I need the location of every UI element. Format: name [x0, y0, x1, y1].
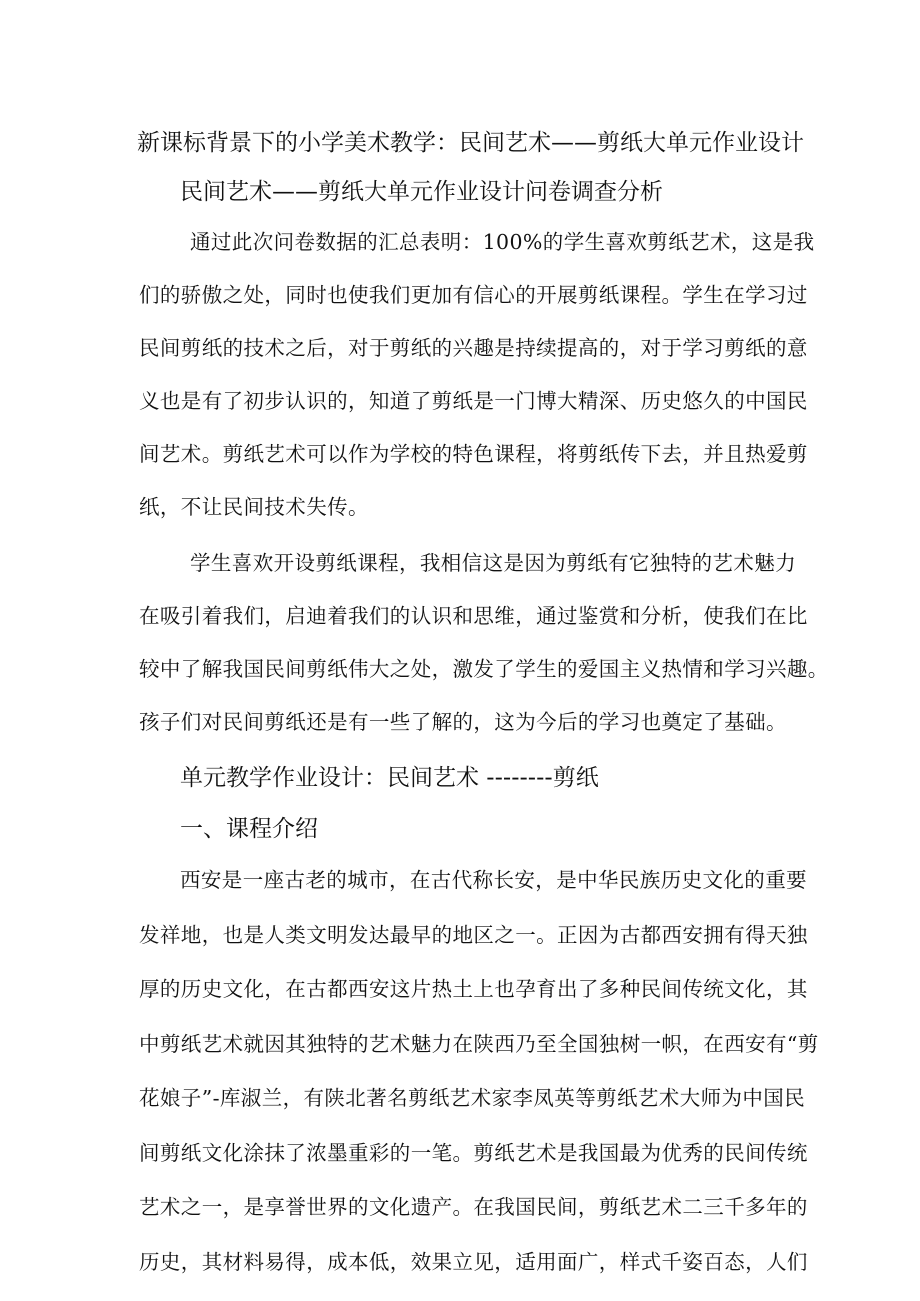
paragraph-line: 在吸引着我们，启迪着我们的认识和思维，通过鉴赏和分析，使我们在比 [139, 604, 808, 628]
paragraph-line: 花娘子”-库淑兰，有陕北著名剪纸艺术家李凤英等剪纸艺术大师为中国民 [139, 1086, 806, 1110]
paragraph-line: 历史，其材料易得，成本低，效果立见，适用面广，样式千姿百态，人们 [139, 1250, 808, 1274]
unit-design-title: 单元教学作业设计：民间艺术 --------剪纸 [180, 765, 599, 791]
paragraph-line: 间剪纸文化涂抹了浓墨重彩的一笔。剪纸艺术是我国最为优秀的民间传统 [139, 1141, 808, 1165]
paragraph-line: 学生喜欢开设剪纸课程，我相信这是因为剪纸有它独特的艺术魅力 [190, 551, 797, 575]
paragraph-line: 通过此次问卷数据的汇总表明：100%的学生喜欢剪纸艺术，这是我 [190, 230, 815, 254]
paragraph-line: 发祥地，也是人类文明发达最早的地区之一。正因为古都西安拥有得天独 [139, 923, 808, 947]
paragraph-line: 义也是有了初步认识的，知道了剪纸是一门博大精深、历史悠久的中国民 [139, 389, 808, 413]
paragraph-line: 民间剪纸的技术之后，对于剪纸的兴趣是持续提高的，对于学习剪纸的意 [139, 336, 808, 360]
paragraph-line: 间艺术。剪纸艺术可以作为学校的特色课程，将剪纸传下去，并且热爱剪 [139, 442, 808, 466]
paragraph-line: 孩子们对民间剪纸还是有一些了解的，这为今后的学习也奠定了基础。 [139, 710, 787, 734]
paragraph-line: 艺术之一，是享誉世界的文化遗产。在我国民间，剪纸艺术二三千多年的 [139, 1195, 808, 1219]
paragraph-line: 厚的历史文化，在古都西安这片热土上也孕育出了多种民间传统文化，其 [139, 977, 808, 1001]
survey-analysis-title: 民间艺术——剪纸大单元作业设计问卷调查分析 [180, 179, 663, 205]
section-heading-course-intro: 一、课程介绍 [180, 816, 318, 842]
paragraph-line: 们的骄傲之处，同时也使我们更加有信心的开展剪纸课程。学生在学习过 [139, 283, 808, 307]
paragraph-line: 较中了解我国民间剪纸伟大之处，激发了学生的爱国主义热情和学习兴趣。 [139, 657, 829, 681]
paragraph-line: 中剪纸艺术就因其独特的艺术魅力在陕西乃至全国独树一帜，在西安有“剪 [139, 1032, 819, 1056]
paragraph-line: 西安是一座古老的城市，在古代称长安，是中华民族历史文化的重要 [180, 868, 807, 892]
document-main-title: 新课标背景下的小学美术教学：民间艺术——剪纸大单元作业设计 [137, 130, 804, 156]
paragraph-line: 纸，不让民间技术失传。 [139, 495, 369, 519]
